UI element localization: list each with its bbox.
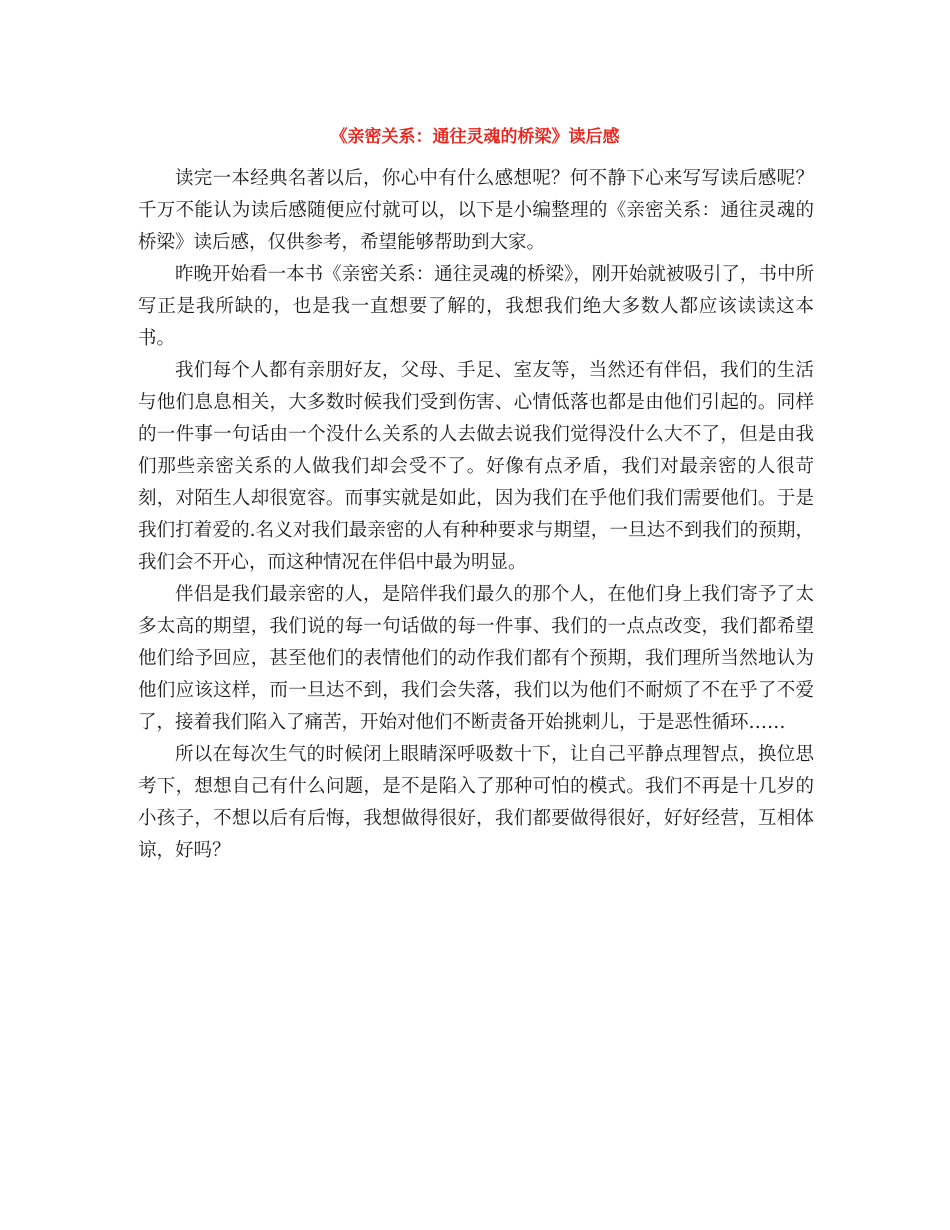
paragraph-1: 读完一本经典名著以后，你心中有什么感想呢？何不静下心来写写读后感呢？千万不能认为读后感随便应付就可以，以下是小编整理的《亲密关系：通往灵魂的桥梁》读后感，仅供参考，希望能够帮助到大家。 xyxy=(138,168,814,253)
paragraph-4: 伴侣是我们最亲密的人，是陪伴我们最久的那个人，在他们身上我们寄予了太多太高的期望，我们说的每一句话做的每一件事、我们的一点点改变，我们都希望他们给予回应，甚至他们的表情他们的动作我们都有个预期，我们理所当然地认为他们应该这样，而一旦达不到，我们会失落，我们以为他们不耐烦了不在乎了不爱了，接着我们陷入了痛苦，开始对他们不断责备开始挑刺儿，于是恶性循环…… xyxy=(138,584,814,733)
document-body xyxy=(138,163,814,867)
paragraph-5: 所以在每次生气的时候闭上眼睛深呼吸数十下，让自己平静点理智点，换位思考下，想想自己有什么问题，是不是陷入了那种可怕的模式。我们不再是十几岁的小孩子，不想以后有后悔，我想做得很好，我们都要做得很好，好好经营，互相体谅，好吗？ xyxy=(138,744,814,861)
document-title: 《亲密关系：通往灵魂的桥梁》读后感 xyxy=(330,127,620,147)
paragraph-2: 昨晚开始看一本书《亲密关系：通往灵魂的桥梁》，刚开始就被吸引了，书中所写正是我所缺的，也是我一直想要了解的，我想我们绝大多数人都应该读读这本书。 xyxy=(138,264,814,349)
paragraph-3: 我们每个人都有亲朋好友，父母、手足、室友等，当然还有伴侣，我们的生活与他们息息相关，大多数时候我们受到伤害、心情低落也都是由他们引起的。同样的一件事一句话由一个没什么关系的人去做去说我们觉得没什么大不了，但是由我们那些亲密关系的人做我们却会受不了。好像有点矛盾，我们对最亲密的人很苛刻，对陌生人却很宽容。而事实就是如此，因为我们在乎他们我们需要他们。于是我们打着爱的.名义对我们最亲密的人有种种要求与期望，一旦达不到我们的预期，我们会不开心，而这种情况在伴侣中最为明显。 xyxy=(138,360,814,573)
